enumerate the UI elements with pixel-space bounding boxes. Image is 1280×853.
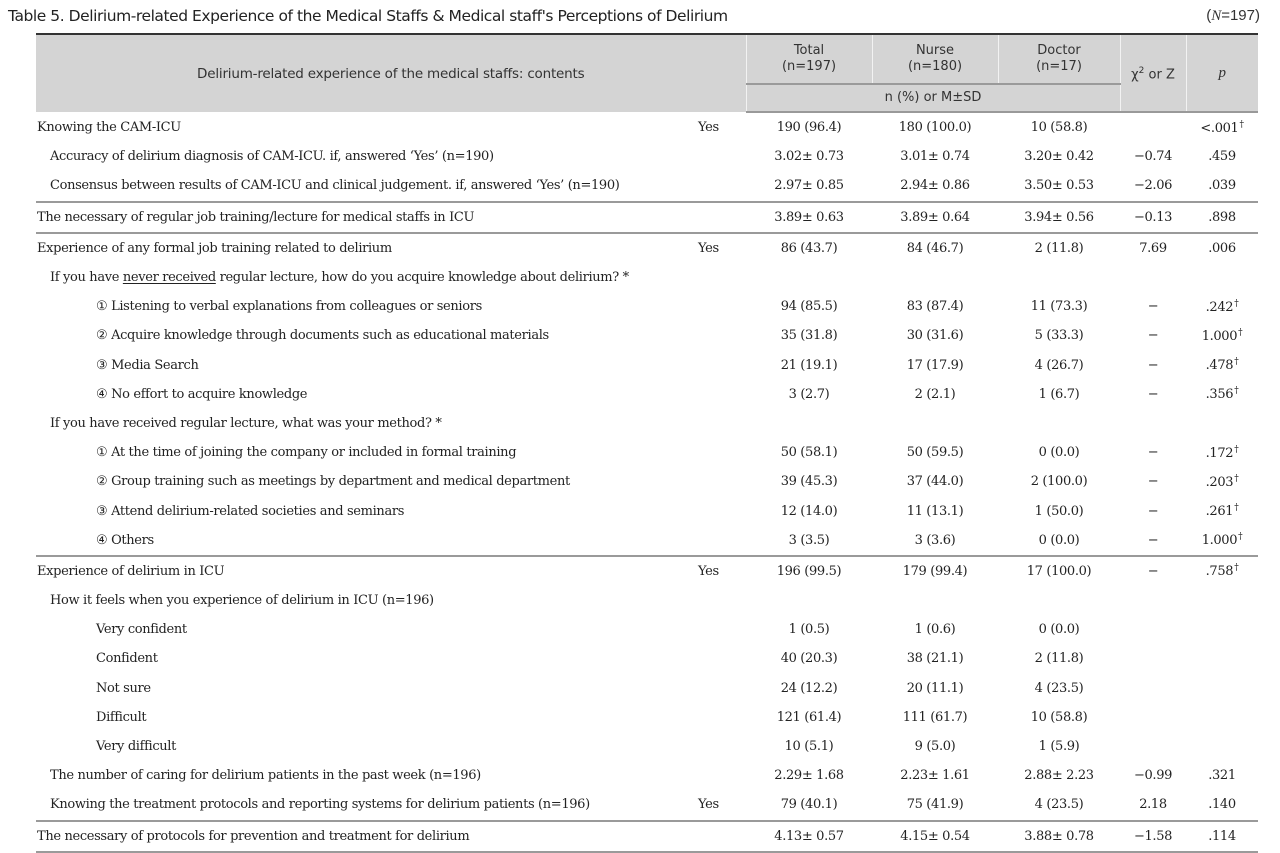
table-row <box>36 409 1258 438</box>
response-category <box>696 821 746 852</box>
table-header <box>36 34 1258 112</box>
cell-p-value <box>1186 586 1258 615</box>
row-label: Knowing the CAM-ICU <box>37 119 181 135</box>
cell-nurse: 4.15± 0.54 <box>872 821 998 852</box>
underlined-emphasis: never received <box>122 270 216 286</box>
cell-statistic: − <box>1147 386 1159 402</box>
cell-doctor: 2 (11.8) <box>998 233 1120 263</box>
row-label: Very confident <box>96 622 187 638</box>
cell-doctor: 1 (6.7) <box>1038 386 1080 402</box>
cell-nurse: 3.89± 0.64 <box>872 202 998 233</box>
cell-nurse: 17 (17.9) <box>906 357 964 373</box>
table-row <box>36 380 1258 409</box>
cell-p-value <box>1186 615 1258 644</box>
cell-statistic: −1.58 <box>1120 821 1186 852</box>
cell-p-value: .006 <box>1186 233 1258 263</box>
table-row <box>36 142 1258 171</box>
cell-p-value: .242† <box>1205 298 1239 315</box>
cell-doctor: 11 (73.3) <box>1030 299 1088 315</box>
cell-statistic: − <box>1147 445 1159 461</box>
cell-doctor <box>998 263 1120 292</box>
cell-statistic: − <box>1147 503 1159 519</box>
cell-statistic <box>1120 732 1186 761</box>
cell-p-value <box>1186 644 1258 673</box>
fisher-exact-dagger-mark: † <box>1238 327 1243 338</box>
cell-doctor: 1 (50.0) <box>1034 503 1084 519</box>
fisher-exact-dagger-mark: † <box>1234 386 1239 397</box>
cell-p-value: <.001† <box>1200 119 1244 136</box>
cell-statistic: − <box>1147 328 1159 344</box>
cell-doctor: 10 (58.8) <box>1030 709 1088 725</box>
cell-p-value <box>1186 703 1258 732</box>
response-category <box>696 380 746 409</box>
cell-statistic <box>1120 615 1186 644</box>
response-category <box>696 438 746 467</box>
cell-total <box>746 409 872 438</box>
row-label: The necessary of regular job training/lecture for medical staffs in ICU <box>36 202 696 233</box>
cell-p-value: .203† <box>1205 473 1239 490</box>
cell-total: 2.29± 1.68 <box>774 768 844 784</box>
cell-nurse <box>872 263 998 292</box>
row-label: ③ Media Search <box>96 357 199 373</box>
response-category <box>696 351 746 380</box>
table-body <box>36 112 1258 852</box>
row-label: Experience of any formal job training related to delirium <box>36 233 696 263</box>
cell-total: 3 (3.5) <box>788 532 830 548</box>
header-statistic: $\chi^2$ or Z <box>1120 34 1186 112</box>
cell-nurse <box>872 409 998 438</box>
cell-statistic: −2.06 <box>1133 178 1173 194</box>
table-row <box>36 644 1258 673</box>
cell-nurse: 111 (61.7) <box>902 709 968 725</box>
cell-nurse: 50 (59.5) <box>906 445 964 461</box>
row-label: Consensus between results of CAM-ICU and clinical judgement. if, answered ‘Yes’ (n=190) <box>50 178 620 194</box>
row-label: ④ Others <box>96 532 154 548</box>
table-row <box>36 467 1258 496</box>
cell-total: 10 (5.1) <box>784 739 834 755</box>
fisher-exact-dagger-mark: † <box>1234 357 1239 368</box>
response-category: Yes <box>696 556 746 586</box>
delirium-experience-table <box>36 33 1258 853</box>
cell-total: 4.13± 0.57 <box>746 821 872 852</box>
row-label: ① Listening to verbal explanations from colleagues or seniors <box>96 299 482 315</box>
cell-doctor <box>998 586 1120 615</box>
table-row <box>36 790 1258 820</box>
cell-statistic: 2.18 <box>1139 797 1167 813</box>
header-nurse: Nurse (n=180) <box>872 34 998 84</box>
table-row <box>36 556 1258 586</box>
response-category <box>696 674 746 703</box>
cell-doctor: 2 (11.8) <box>1034 651 1084 667</box>
cell-p-value: .459 <box>1208 149 1236 165</box>
cell-total: 3 (2.7) <box>788 386 830 402</box>
cell-p-value: .758† <box>1186 556 1258 586</box>
table-row <box>36 321 1258 350</box>
table-row <box>36 821 1258 852</box>
cell-doctor: 3.50± 0.53 <box>1024 178 1094 194</box>
table-row <box>36 732 1258 761</box>
cell-p-value: .321 <box>1208 768 1236 784</box>
row-label: ① At the time of joining the company or included in formal training <box>96 445 517 461</box>
cell-total <box>746 586 872 615</box>
cell-total: 21 (19.1) <box>780 357 838 373</box>
row-label: Knowing the treatment protocols and reporting systems for delirium patients (n=196) <box>50 797 590 813</box>
response-category: Yes <box>696 233 746 263</box>
cell-nurse: 75 (41.9) <box>906 797 964 813</box>
row-label: The necessary of protocols for prevention and treatment for delirium <box>36 821 696 852</box>
cell-nurse: 83 (87.4) <box>906 299 964 315</box>
cell-statistic <box>1120 674 1186 703</box>
row-label: Difficult <box>96 709 147 725</box>
cell-p-value: .039 <box>1208 178 1236 194</box>
table-row <box>36 526 1258 556</box>
response-category <box>696 496 746 525</box>
cell-nurse: 179 (99.4) <box>872 556 998 586</box>
response-category <box>696 171 746 201</box>
header-contents: Delirium-related experience of the medical staffs: contents <box>36 34 746 112</box>
cell-total: 24 (12.2) <box>780 680 838 696</box>
cell-nurse: 180 (100.0) <box>898 120 972 136</box>
response-category <box>696 703 746 732</box>
row-label: Not sure <box>96 680 151 696</box>
sample-size-note: (N=197) <box>1206 7 1260 24</box>
cell-p-value: 1.000† <box>1201 327 1243 344</box>
cell-nurse: 3 (3.6) <box>914 532 956 548</box>
row-label: Accuracy of delirium diagnosis of CAM-ICU. if, answered ‘Yes’ (n=190) <box>50 149 494 165</box>
response-category: Yes <box>698 119 719 135</box>
row-label: If you have never received regular lecture, how do you acquire knowledge about delirium? * <box>50 270 629 286</box>
cell-p-value: .356† <box>1205 386 1239 403</box>
cell-statistic: − <box>1147 532 1159 548</box>
table-row <box>36 202 1258 233</box>
fisher-exact-dagger-mark: † <box>1234 473 1239 484</box>
table-row <box>36 761 1258 790</box>
cell-p-value: .898 <box>1186 202 1258 233</box>
response-category <box>696 644 746 673</box>
cell-nurse: 84 (46.7) <box>872 233 998 263</box>
cell-total: 3.89± 0.63 <box>746 202 872 233</box>
cell-statistic <box>1120 409 1186 438</box>
cell-statistic <box>1120 586 1186 615</box>
cell-total: 50 (58.1) <box>780 445 838 461</box>
cell-nurse: 2.94± 0.86 <box>900 178 970 194</box>
cell-total: 121 (61.4) <box>776 709 842 725</box>
cell-statistic <box>1120 112 1186 142</box>
cell-statistic <box>1120 263 1186 292</box>
table-row <box>36 233 1258 263</box>
response-category <box>696 142 746 171</box>
table-title: Table 5. Delirium-related Experience of the Medical Staffs & Medical staff's Perceptions of Delirium <box>8 7 728 25</box>
cell-statistic: −0.74 <box>1133 149 1173 165</box>
response-category <box>696 467 746 496</box>
row-label: Experience of delirium in ICU <box>36 556 696 586</box>
cell-nurse: 30 (31.6) <box>906 328 964 344</box>
cell-doctor: 0 (0.0) <box>1038 622 1080 638</box>
response-category <box>696 586 746 615</box>
response-category <box>696 409 746 438</box>
cell-nurse: 9 (5.0) <box>914 739 956 755</box>
row-label: ④ No effort to acquire knowledge <box>96 386 308 402</box>
row-label: ② Group training such as meetings by department and medical department <box>96 474 570 490</box>
response-category <box>696 526 746 556</box>
table-row <box>36 112 1258 142</box>
cell-doctor: 2.88± 2.23 <box>1024 768 1094 784</box>
response-category: Yes <box>698 797 719 813</box>
cell-total: 39 (45.3) <box>780 474 838 490</box>
table-row <box>36 703 1258 732</box>
cell-doctor: 5 (33.3) <box>1034 328 1084 344</box>
cell-p-value: .478† <box>1205 357 1239 374</box>
table-row <box>36 351 1258 380</box>
response-category <box>696 202 746 233</box>
cell-doctor: 2 (100.0) <box>1030 474 1088 490</box>
row-label: How it feels when you experience of delirium in ICU (n=196) <box>50 593 434 609</box>
fisher-exact-dagger-mark: † <box>1238 532 1243 543</box>
cell-statistic <box>1120 644 1186 673</box>
cell-doctor: 3.94± 0.56 <box>998 202 1120 233</box>
header-unit-note: n (%) or M±SD <box>746 84 1120 112</box>
cell-doctor: 3.20± 0.42 <box>1024 149 1094 165</box>
cell-total: 12 (14.0) <box>780 503 838 519</box>
cell-p-value: 1.000† <box>1201 532 1243 549</box>
cell-total: 1 (0.5) <box>788 622 830 638</box>
cell-doctor: 1 (5.9) <box>1038 739 1080 755</box>
cell-nurse: 20 (11.1) <box>906 680 964 696</box>
cell-nurse: 2.23± 1.61 <box>900 768 970 784</box>
cell-doctor: 3.88± 0.78 <box>998 821 1120 852</box>
row-label: The number of caring for delirium patients in the past week (n=196) <box>50 768 481 784</box>
cell-p-value <box>1186 409 1258 438</box>
cell-nurse: 38 (21.1) <box>906 651 964 667</box>
cell-total: 196 (99.5) <box>746 556 872 586</box>
cell-p-value <box>1186 674 1258 703</box>
fisher-exact-dagger-mark: † <box>1234 298 1239 309</box>
cell-p-value: .140 <box>1208 797 1236 813</box>
cell-doctor: 10 (58.8) <box>1030 120 1088 136</box>
cell-doctor: 4 (23.5) <box>1034 797 1084 813</box>
row-label: Very difficult <box>96 739 176 755</box>
row-label: ② Acquire knowledge through documents such as educational materials <box>96 328 549 344</box>
table-row <box>36 438 1258 467</box>
cell-nurse: 37 (44.0) <box>906 474 964 490</box>
cell-nurse: 1 (0.6) <box>914 622 956 638</box>
cell-statistic: −0.13 <box>1120 202 1186 233</box>
cell-statistic: −0.99 <box>1133 768 1173 784</box>
cell-doctor: 4 (23.5) <box>1034 680 1084 696</box>
cell-p-value <box>1186 732 1258 761</box>
cell-statistic: − <box>1147 299 1159 315</box>
cell-total: 94 (85.5) <box>780 299 838 315</box>
cell-doctor: 4 (26.7) <box>1034 357 1084 373</box>
cell-total: 40 (20.3) <box>780 651 838 667</box>
cell-total: 79 (40.1) <box>780 797 838 813</box>
cell-statistic <box>1120 703 1186 732</box>
table-row <box>36 615 1258 644</box>
cell-doctor <box>998 409 1120 438</box>
row-label: If you have received regular lecture, what was your method? * <box>50 415 442 431</box>
cell-nurse <box>872 586 998 615</box>
cell-doctor: 0 (0.0) <box>1038 532 1080 548</box>
table-row <box>36 586 1258 615</box>
response-category <box>696 761 746 790</box>
fisher-exact-dagger-mark: † <box>1234 563 1239 574</box>
cell-nurse: 3.01± 0.74 <box>900 149 970 165</box>
table-row <box>36 263 1258 292</box>
fisher-exact-dagger-mark: † <box>1239 119 1244 130</box>
cell-nurse: 2 (2.1) <box>914 386 956 402</box>
cell-statistic: 7.69 <box>1120 233 1186 263</box>
response-category <box>696 732 746 761</box>
table-row <box>36 171 1258 201</box>
table-row <box>36 496 1258 525</box>
header-p-value: p <box>1186 34 1258 112</box>
cell-p-value: .261† <box>1205 503 1239 520</box>
cell-doctor: 0 (0.0) <box>1038 445 1080 461</box>
cell-total <box>746 263 872 292</box>
cell-total: 2.97± 0.85 <box>774 178 844 194</box>
cell-nurse: 11 (13.1) <box>906 503 964 519</box>
response-category <box>696 615 746 644</box>
cell-total: 190 (96.4) <box>776 120 842 136</box>
row-label: Confident <box>96 651 158 667</box>
response-category <box>696 292 746 321</box>
table-caption <box>8 4 1260 28</box>
header-doctor: Doctor (n=17) <box>998 34 1120 84</box>
cell-statistic: − <box>1120 556 1186 586</box>
fisher-exact-dagger-mark: † <box>1234 444 1239 455</box>
cell-p-value: .114 <box>1186 821 1258 852</box>
table-row <box>36 292 1258 321</box>
cell-statistic: − <box>1147 357 1159 373</box>
row-label: ③ Attend delirium-related societies and seminars <box>96 503 405 519</box>
response-category <box>696 263 746 292</box>
cell-total: 3.02± 0.73 <box>774 149 844 165</box>
header-total: Total (n=197) <box>746 34 872 84</box>
cell-doctor: 17 (100.0) <box>998 556 1120 586</box>
response-category <box>696 321 746 350</box>
cell-p-value <box>1186 263 1258 292</box>
table-row <box>36 674 1258 703</box>
cell-p-value: .172† <box>1205 444 1239 461</box>
fisher-exact-dagger-mark: † <box>1234 503 1239 514</box>
cell-statistic: − <box>1147 474 1159 490</box>
cell-total: 35 (31.8) <box>780 328 838 344</box>
cell-total: 86 (43.7) <box>746 233 872 263</box>
